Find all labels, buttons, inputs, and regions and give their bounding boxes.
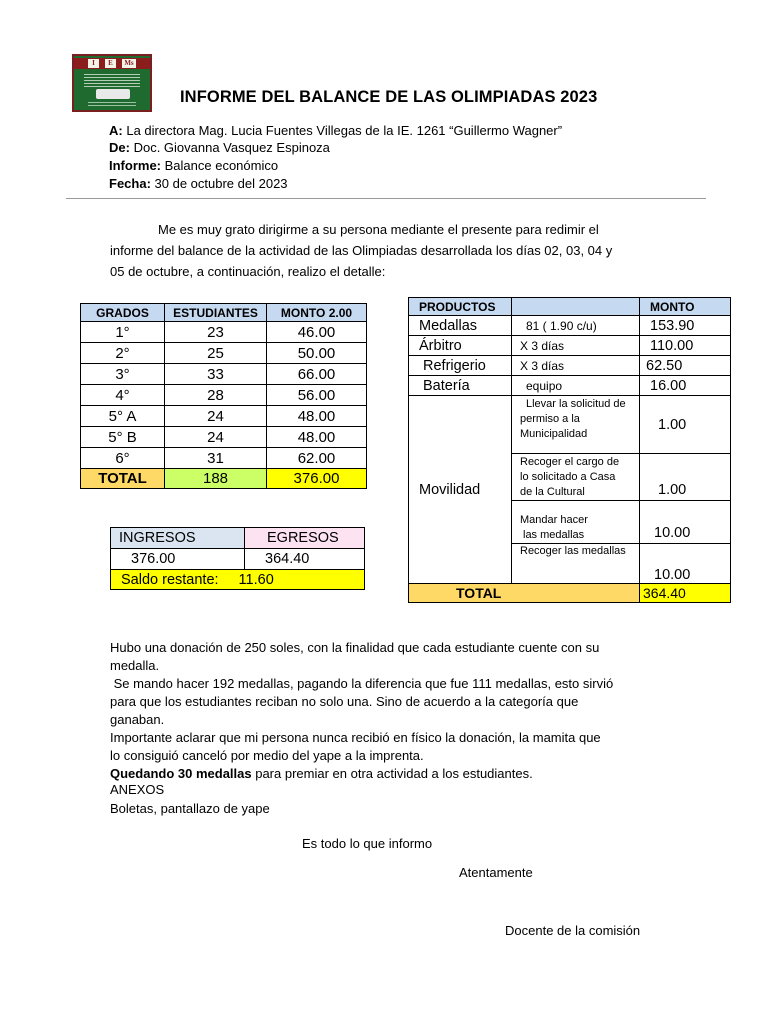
column-header: GRADOS — [81, 304, 165, 322]
students-cell: 24 — [165, 406, 267, 427]
amount-cell: 48.00 — [267, 406, 367, 427]
detail-cell: equipo — [512, 376, 640, 396]
header-report-label: Informe: — [109, 158, 161, 173]
amount-cell: 46.00 — [267, 322, 367, 343]
grade-cell: 4° — [81, 385, 165, 406]
table-row — [81, 385, 367, 406]
grades-table — [80, 303, 367, 489]
school-logo — [72, 54, 152, 112]
amount-cell: 110.00 — [640, 336, 731, 356]
header-date — [109, 176, 288, 191]
remaining-label: Saldo restante: — [121, 571, 219, 588]
balance-table — [110, 527, 365, 590]
remaining-row — [111, 570, 365, 590]
body-line: Se mando hacer 192 medallas, pagando la diferencia que fue 111 medallas, esto sirvió — [110, 676, 614, 691]
grade-cell: 1° — [81, 322, 165, 343]
body-text: para premiar en otra actividad a los estudiantes. — [251, 766, 533, 781]
column-header: ESTUDIANTES — [165, 304, 267, 322]
intro-paragraph — [110, 219, 670, 282]
product-cell: Batería — [409, 376, 512, 396]
logo-band — [74, 58, 150, 69]
header-date-value: 30 de octubre del 2023 — [154, 176, 288, 191]
body-line: medalla. — [110, 658, 160, 673]
table-row — [81, 322, 367, 343]
detail-cell: Recoger el cargo de lo solicitado a Casa de la Cultural — [512, 454, 640, 501]
amount-cell: 1.00 — [640, 454, 731, 501]
product-cell: Refrigerio — [409, 356, 512, 376]
amount-cell: 56.00 — [267, 385, 367, 406]
grade-cell: 5° A — [81, 406, 165, 427]
detail-cell: Mandar hacer las medallas — [512, 501, 640, 544]
signature-line: Docente de la comisión — [505, 923, 641, 938]
header-divider — [66, 198, 706, 199]
expense-value: 364.40 — [245, 549, 365, 570]
header-to — [109, 123, 562, 138]
table-row — [409, 376, 731, 396]
students-cell: 25 — [165, 343, 267, 364]
total-amount: 364.40 — [640, 584, 731, 603]
table-row — [81, 343, 367, 364]
body-bold-text: Quedando 30 medallas — [110, 766, 252, 781]
total-students: 188 — [165, 469, 267, 489]
header-report-value: Balance económico — [164, 158, 279, 173]
table-row — [409, 396, 731, 454]
detail-cell: 81 ( 1.90 c/u) — [512, 316, 640, 336]
total-label: TOTAL — [81, 469, 165, 489]
amount-cell: 62.50 — [640, 356, 731, 376]
column-header: MONTO — [640, 298, 731, 316]
income-value: 376.00 — [111, 549, 245, 570]
header-to-label: A: — [109, 123, 123, 138]
remaining-cell — [111, 570, 365, 590]
grade-cell: 2° — [81, 343, 165, 364]
table-row — [81, 406, 367, 427]
students-cell: 24 — [165, 427, 267, 448]
product-cell: Medallas — [409, 316, 512, 336]
amount-cell: 66.00 — [267, 364, 367, 385]
students-cell: 33 — [165, 364, 267, 385]
amount-cell: 153.90 — [640, 316, 731, 336]
table-total-row — [409, 584, 731, 603]
closing-salutation: Atentamente — [459, 865, 533, 880]
table-row — [409, 356, 731, 376]
intro-line: 05 de octubre, a continuación, realizo el detalle: — [110, 264, 386, 279]
table-row — [111, 549, 365, 570]
column-header — [512, 298, 640, 316]
header-from — [109, 140, 330, 155]
amount-cell: 16.00 — [640, 376, 731, 396]
amount-cell: 1.00 — [640, 396, 731, 454]
total-amount: 376.00 — [267, 469, 367, 489]
header-from-label: De: — [109, 140, 130, 155]
grade-cell: 3° — [81, 364, 165, 385]
students-cell: 23 — [165, 322, 267, 343]
remaining-value: 11.60 — [238, 571, 274, 588]
amount-cell: 50.00 — [267, 343, 367, 364]
grade-cell: 6° — [81, 448, 165, 469]
table-header-row — [81, 304, 367, 322]
detail-cell: X 3 días — [512, 356, 640, 376]
table-row — [409, 316, 731, 336]
header-report — [109, 158, 278, 173]
grade-cell: 5° B — [81, 427, 165, 448]
body-line: Hubo una donación de 250 soles, con la finalidad que cada estudiante cuente con su — [110, 640, 600, 655]
product-cell: Árbitro — [409, 336, 512, 356]
table-row — [81, 427, 367, 448]
amount-cell: 48.00 — [267, 427, 367, 448]
students-cell: 31 — [165, 448, 267, 469]
body-line: ganaban. — [110, 712, 165, 727]
column-header: PRODUCTOS — [409, 298, 512, 316]
logo-letter: I — [88, 59, 99, 68]
table-total-row — [81, 469, 367, 489]
table-row — [409, 336, 731, 356]
detail-cell: X 3 días — [512, 336, 640, 356]
table-row — [81, 364, 367, 385]
logo-book-icon — [96, 89, 130, 99]
header-from-value: Doc. Giovanna Vasquez Espinoza — [133, 140, 330, 155]
movilidad-cell: Movilidad — [409, 396, 512, 584]
annex-list: Boletas, pantallazo de yape — [110, 801, 270, 816]
total-label: TOTAL — [409, 584, 640, 603]
header-to-value: La directora Mag. Lucia Fuentes Villegas de la IE. 1261 “Guillermo Wagner” — [126, 123, 563, 138]
detail-cell: Recoger las medallas — [512, 544, 640, 584]
logo-text-lines — [84, 74, 140, 88]
income-header: INGRESOS — [111, 528, 245, 549]
header-date-label: Fecha: — [109, 176, 151, 191]
detail-cell: Llevar la solicitud de permiso a la Municipalidad — [512, 396, 640, 454]
expense-header: EGRESOS — [245, 528, 365, 549]
products-table — [408, 297, 731, 603]
body-line: lo consiguió canceló por medio del yape a la imprenta. — [110, 748, 424, 763]
logo-letter: Ms — [122, 59, 136, 68]
students-cell: 28 — [165, 385, 267, 406]
closing-statement: Es todo lo que informo — [302, 836, 433, 851]
table-header-row — [409, 298, 731, 316]
table-header-row — [111, 528, 365, 549]
amount-cell: 10.00 — [640, 501, 731, 544]
intro-line: informe del balance de la actividad de las Olimpiadas desarrollada los días 02, 03, 04 y — [110, 243, 613, 258]
body-line: Importante aclarar que mi persona nunca recibió en físico la donación, la mamita que — [110, 730, 601, 745]
amount-cell: 62.00 — [267, 448, 367, 469]
logo-letter: E — [105, 59, 116, 68]
intro-line: Me es muy grato dirigirme a su persona mediante el presente para redimir el — [158, 222, 599, 237]
table-row — [81, 448, 367, 469]
body-line: para que los estudiantes reciban no solo una. Sino de acuerdo a la categoría que — [110, 694, 579, 709]
amount-cell: 10.00 — [640, 544, 731, 584]
logo-motto-lines — [88, 102, 136, 108]
annex-title: ANEXOS — [110, 782, 165, 797]
page-title: INFORME DEL BALANCE DE LAS OLIMPIADAS 2023 — [180, 88, 598, 106]
column-header: MONTO 2.00 — [267, 304, 367, 322]
